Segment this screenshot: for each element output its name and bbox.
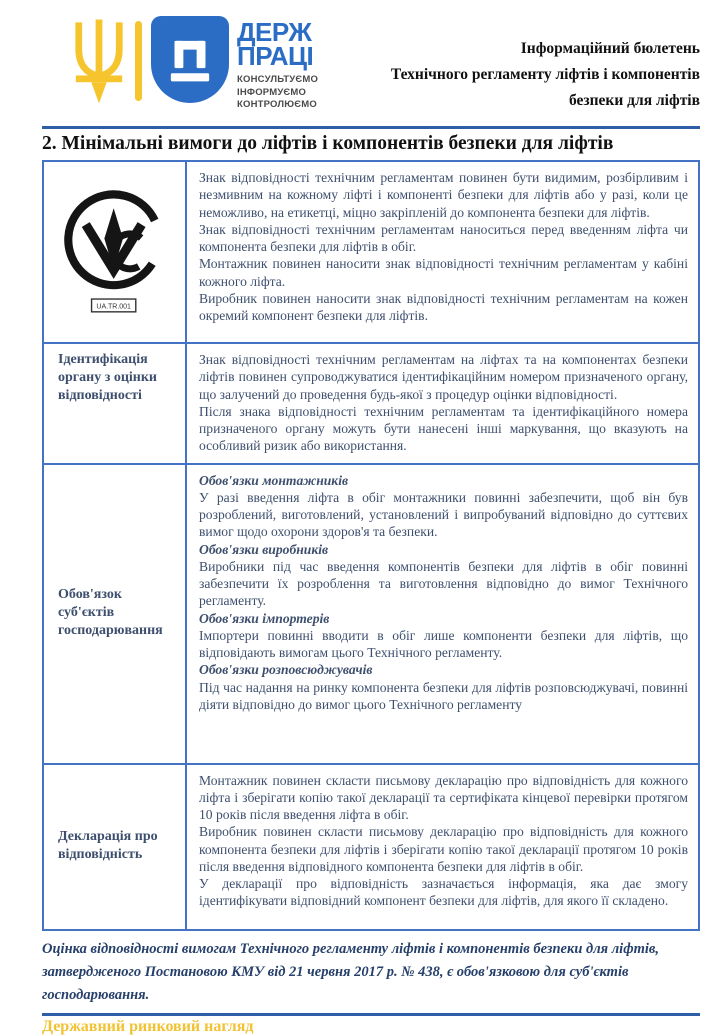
table-row-conformity-mark bbox=[43, 161, 699, 343]
table-row-identification bbox=[43, 343, 699, 464]
org-name-line1: ДЕРЖ bbox=[237, 17, 312, 47]
table-row-obligations bbox=[43, 464, 699, 764]
table-row-declaration bbox=[43, 764, 699, 930]
conformity-mark-content bbox=[186, 161, 699, 343]
bulletin-line-3: безпеки для ліфтів bbox=[568, 92, 700, 109]
conformity-mark-cell bbox=[43, 161, 186, 343]
paragraph: Знак відповідності технічним регламентам на ліфтах та на компонентах безпеки ліфтів повинен супроводжуватися ідентифікаційним номером призначеного органу, що залучений до проведення будь-якої з процедур оцінки відповідності. bbox=[199, 352, 688, 402]
obligations-body-importers: Імпортери повинні вводити в обіг лише компоненти безпеки для ліфтів, що відповідають вимогам цього Технічного регламенту. bbox=[199, 627, 688, 660]
obligations-heading-distributors: Обов'язки розповсюджувачів bbox=[199, 662, 373, 678]
tagline-inform: ІНФОРМУЄМО bbox=[237, 86, 307, 98]
derzhpratsi-logo bbox=[72, 12, 318, 112]
declaration-content bbox=[186, 764, 699, 930]
logo-shield-icon bbox=[151, 16, 229, 103]
footer-divider bbox=[42, 1013, 700, 1016]
identification-content bbox=[186, 343, 699, 464]
tagline-consult: КОНСУЛЬТУЄМО bbox=[237, 74, 319, 85]
paragraph: Виробник повинен наносити знак відповідності технічним регламентам на кожен окремий компонент безпеки для ліфтів. bbox=[199, 290, 688, 323]
market-surveillance-label: Державний ринковий нагляд bbox=[42, 1017, 254, 1035]
logo-divider-bar bbox=[135, 21, 142, 101]
bulletin-line-2: Технічного регламенту ліфтів і компонентів bbox=[390, 66, 700, 83]
paragraph: Після знака відповідності технічним регламентам та ідентифікаційного номера призначеного органу можуть бути нанесені інші маркування, що вказують на особливий ризик або використання. bbox=[199, 403, 688, 454]
paragraph: Монтажник повинен скласти письмову декларацію про відповідність для кожного ліфта і зберігати копію такої декларації та сертифіката кінцевої перевірки протягом 10 років після введення ліфта в обіг. bbox=[199, 772, 688, 822]
obligations-content bbox=[186, 464, 699, 764]
row-label-identification: Ідентифікація органу з оцінки відповідності bbox=[43, 343, 186, 464]
paragraph: Знак відповідності технічним регламентам наноситься перед введенням ліфта чи компонента безпеки для ліфтів в обіг. bbox=[199, 221, 688, 254]
trident-icon bbox=[72, 16, 126, 111]
header bbox=[42, 12, 700, 122]
obligations-heading-installers: Обов'язки монтажників bbox=[199, 472, 349, 488]
logo-taglines bbox=[237, 74, 318, 112]
section-title: 2. Мінімальні вимоги до ліфтів і компонентів безпеки для ліфтів bbox=[42, 133, 614, 154]
obligations-body-installers: У разі введення ліфта в обіг монтажники повинні забезпечити, щоб він був розроблений, виготовлений, установлений і випробуваний відповідно до суттєвих вимог щодо охорони здоров'я та безпеки. bbox=[199, 489, 688, 540]
row-label-obligations: Обов'язок суб'єктів господарювання bbox=[43, 464, 186, 764]
obligations-body-distributors: Під час надання на ринку компонента безпеки для ліфтів розповсюджувачі, повинні діяти відповідно до вимог цього Технічного регламенту bbox=[199, 679, 688, 712]
obligations-heading-importers: Обов'язки імпортерів bbox=[199, 610, 330, 626]
bulletin-title bbox=[391, 12, 700, 114]
paragraph: Знак відповідності технічним регламентам повинен бути видимим, розбірливим і незмивним на кожному ліфті і компоненті безпеки для ліфтів або у разі, коли це неможливо, на етикетці, міцно закріпленій до компонента безпеки для ліфтів. bbox=[199, 170, 688, 220]
paragraph: Виробник повинен скласти письмову декларацію про відповідність для кожного компонента безпеки для ліфтів і зберігати копію такої декларації протягом 10 років після введення відповідного компонента безпеки для ліфтів в обіг. bbox=[199, 824, 688, 874]
row-label-declaration: Декларація про відповідність bbox=[43, 764, 186, 930]
obligations-body-manufacturers: Виробники під час введення компонентів безпеки для ліфтів в обіг повинні забезпечити їх розроблення та виготовлення відповідно до вимог Технічного регламенту. bbox=[199, 558, 688, 609]
assessment-note: Оцінка відповідності вимогам Технічного регламенту ліфтів і компонентів безпеки для ліфтів, затвердженого Постановою КМУ від 21 червня 2017 р. № 438, є обов'язковою для суб'єктів господарювання. bbox=[42, 940, 659, 1004]
bulletin-line-1: Інформаційний бюлетень bbox=[520, 40, 700, 57]
paragraph: Монтажник повинен наносити знак відповідності технічним регламентам у кабіні кожного ліфта. bbox=[199, 256, 688, 289]
org-name-line2: ПРАЦІ bbox=[237, 41, 314, 71]
tagline-control: КОНТРОЛЮЄМО bbox=[237, 99, 317, 110]
obligations-heading-manufacturers: Обов'язки виробників bbox=[199, 541, 329, 557]
logo-text bbox=[237, 16, 318, 112]
conformity-mark-caption: UA.TR.001 bbox=[95, 303, 131, 311]
paragraph: У декларації про відповідність зазначається інформація, яка дає змогу ідентифікувати відповідний компонент безпеки для ліфтів, для якого її складено. bbox=[199, 876, 688, 909]
header-divider bbox=[42, 126, 700, 129]
conformity-mark-icon bbox=[57, 300, 175, 317]
requirements-table bbox=[42, 160, 700, 931]
